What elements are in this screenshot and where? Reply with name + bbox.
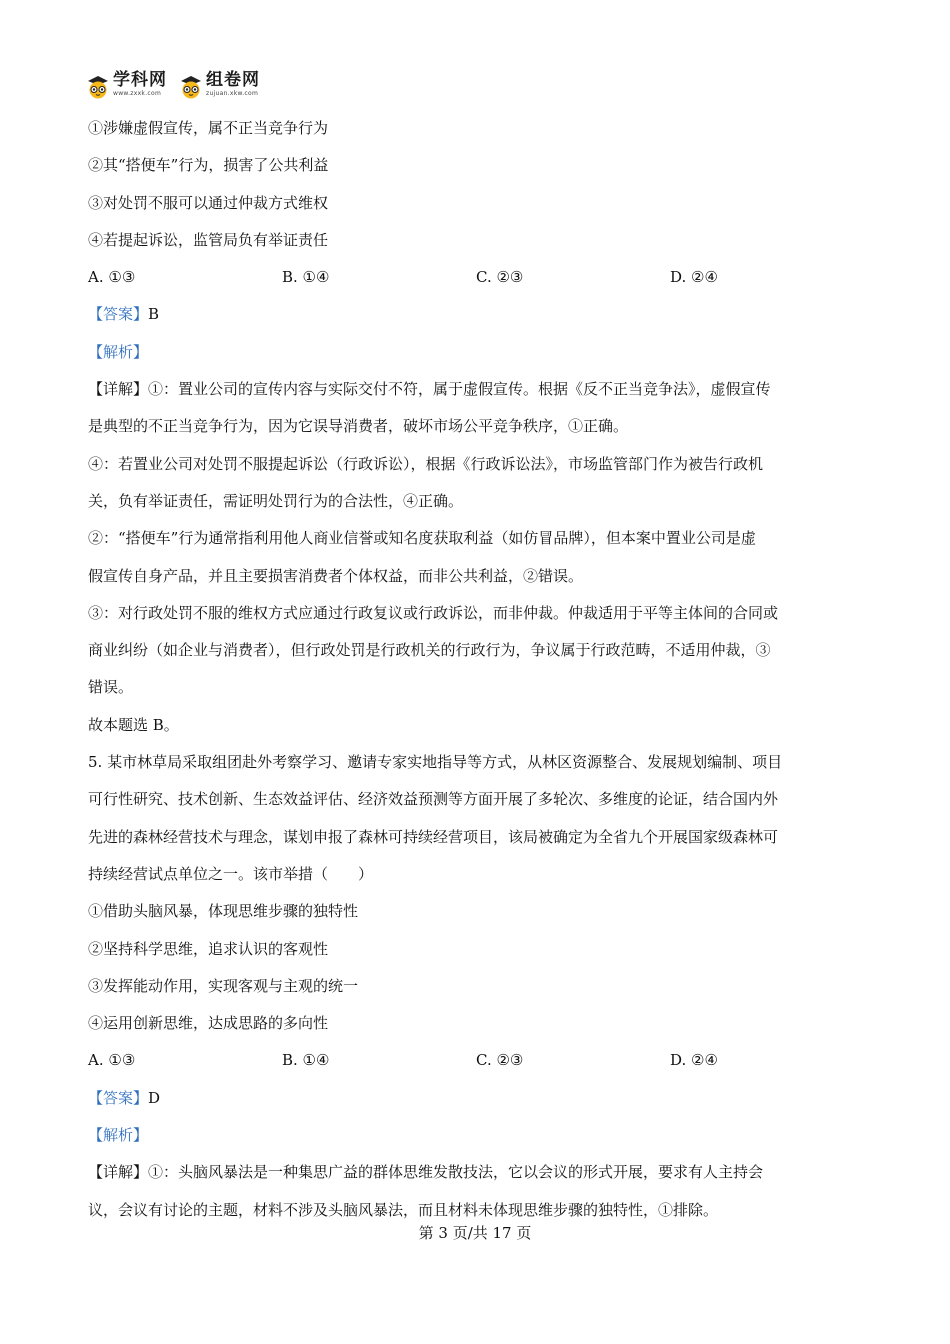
q5-option-c: C. ②③ xyxy=(476,1051,524,1070)
logo-url: zujuan.xkw.com xyxy=(206,90,259,97)
q5-stem-line-4: 持续经营试点单位之一。该市举措（ ） xyxy=(88,864,374,883)
q4-option-a: A. ①③ xyxy=(88,268,136,287)
q4-statement-4: ④若提起诉讼，监管局负有举证责任 xyxy=(88,230,329,249)
q4-option-d: D. ②④ xyxy=(670,268,718,287)
q5-stem-line-3: 先进的森林经营技术与理念，谋划申报了森林可持续经营项目，该局被确定为全省九个开展国家级森林可 xyxy=(88,827,779,846)
page-content xyxy=(88,110,868,1229)
detail-tag: 【详解】 xyxy=(88,1163,149,1182)
q4-detail-line-4: 关，负有举证责任，需证明处罚行为的合法性，④正确。 xyxy=(88,491,464,510)
detail-tag: 【详解】 xyxy=(88,380,149,399)
q5-options xyxy=(88,1042,868,1079)
answer-tag: 【答案】 xyxy=(88,305,149,324)
page-number: 第 3 页/共 17 页 xyxy=(418,1224,532,1242)
analysis-tag: 【解析】 xyxy=(88,1126,149,1145)
q4-detail-line-2: 是典型的不正当竞争行为，因为它误导消费者，破坏市场公平竞争秩序，①正确。 xyxy=(88,417,629,436)
q5-statement-1: ①借助头脑风暴，体现思维步骤的独特性 xyxy=(88,902,359,921)
q4-statement-3: ③对处罚不服可以通过仲裁方式维权 xyxy=(88,193,329,212)
q4-detail-line-3: ④：若置业公司对处罚不服提起诉讼（行政诉讼），根据《行政诉讼法》，市场监管部门作为被告行政机 xyxy=(88,454,764,473)
q4-option-b: B. ①④ xyxy=(282,268,330,287)
logo-url: www.zxxk.com xyxy=(113,90,162,97)
logo-title: 组卷网 xyxy=(206,70,260,90)
q4-detail-line-9: 错误。 xyxy=(88,678,134,697)
q5-statement-4: ④运用创新思维，达成思路的多向性 xyxy=(88,1014,329,1033)
owl-face-icon xyxy=(86,75,110,99)
q5-statement-3: ③发挥能动作用，实现客观与主观的统一 xyxy=(88,976,359,995)
q4-detail-line-7: ③：对行政处罚不服的维权方式应通过行政复议或行政诉讼，而非仲裁。仲裁适用于平等主体间的合同或 xyxy=(88,603,779,622)
analysis-tag: 【解析】 xyxy=(88,342,149,361)
q4-statement-2: ②其“搭便车”行为，损害了公共利益 xyxy=(88,156,329,175)
q5-option-b: B. ①④ xyxy=(282,1051,330,1070)
answer-value: B xyxy=(148,305,160,324)
q5-stem-line-2: 可行性研究、技术创新、生态效益评估、经济效益预测等方面开展了多轮次、多维度的论证，结合国内外 xyxy=(88,790,779,809)
detail-text: ①：头脑风暴法是一种集思广益的群体思维发散技法，它以会议的形式开展，要求有人主持会 xyxy=(148,1163,764,1182)
q4-detail-line-6: 假宣传自身产品，并且主要损害消费者个体权益，而非公共利益，②错误。 xyxy=(88,566,584,585)
answer-tag: 【答案】 xyxy=(88,1088,149,1107)
header-logos xyxy=(86,72,260,102)
zxxk-logo[interactable] xyxy=(86,72,167,99)
q4-options xyxy=(88,259,868,296)
q5-option-a: A. ①③ xyxy=(88,1051,136,1070)
q4-option-c: C. ②③ xyxy=(476,268,524,287)
q5-detail-line-2: 议，会议有讨论的主题，材料不涉及头脑风暴法，而且材料未体现思维步骤的独特性，①排除。 xyxy=(88,1200,719,1219)
q5-detail-line-1 xyxy=(88,1154,868,1191)
q4-conclusion: 故本题选 B。 xyxy=(88,715,179,734)
zujuan-logo[interactable] xyxy=(179,72,260,99)
q5-analysis-heading xyxy=(88,1117,868,1154)
q4-detail-line-8: 商业纠纷（如企业与消费者），但行政处罚是行政机关的行政行为，争议属于行政范畴，不适用仲裁，③ xyxy=(88,641,771,660)
q5-statement-2: ②坚持科学思维，追求认识的客观性 xyxy=(88,939,329,958)
q5-answer xyxy=(88,1080,868,1117)
q5-stem-line-1: 5. 某市林草局采取组团赴外考察学习、邀请专家实地指导等方式，从林区资源整合、发展规划编制、项目 xyxy=(88,753,783,772)
q4-statement-1: ①涉嫌虚假宣传，属不正当竞争行为 xyxy=(88,119,329,137)
answer-value: D xyxy=(148,1088,161,1107)
detail-text: ①：置业公司的宣传内容与实际交付不符，属于虚假宣传。根据《反不正当竞争法》，虚假宣传 xyxy=(148,380,771,399)
q4-analysis-heading xyxy=(88,334,868,371)
owl-face-icon xyxy=(179,75,203,99)
q5-option-d: D. ②④ xyxy=(670,1051,718,1070)
q4-detail-line-1 xyxy=(88,371,868,408)
q4-detail-line-5: ②：“搭便车”行为通常指利用他人商业信誉或知名度获取利益（如仿冒品牌），但本案中置业公司是虚 xyxy=(88,529,756,548)
q4-answer xyxy=(88,296,868,333)
logo-title: 学科网 xyxy=(113,70,167,90)
